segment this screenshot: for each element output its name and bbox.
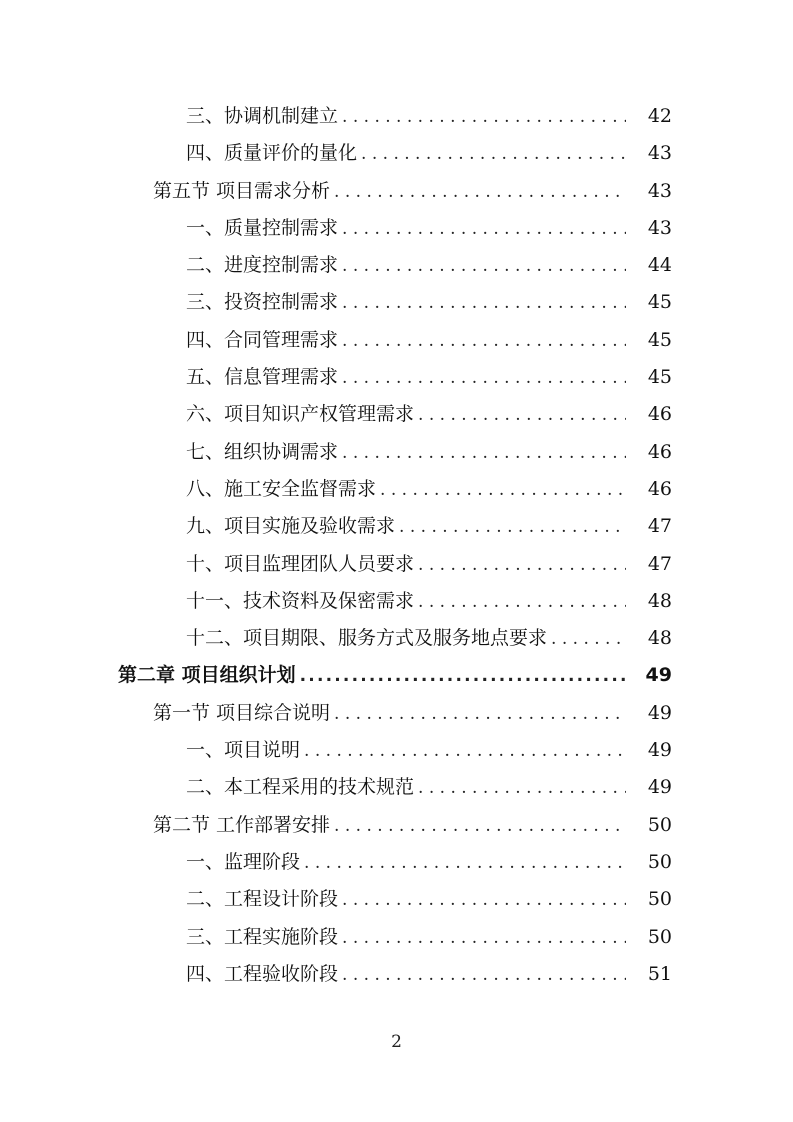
toc-entry-page-number: 46	[647, 440, 672, 463]
toc-subsection-entry[interactable]	[0, 396, 793, 433]
toc-entry-page-number: 47	[647, 552, 672, 575]
toc-entry-page-number: 49	[647, 701, 672, 724]
toc-entry-title: 第五节 项目需求分析	[153, 179, 331, 202]
toc-subsection-entry[interactable]	[0, 284, 793, 321]
toc-chapter-entry[interactable]	[0, 657, 793, 694]
toc-entry-title: 一、质量控制需求	[186, 216, 339, 239]
toc-subsection-entry[interactable]	[0, 508, 793, 545]
toc-entry-page-number: 47	[647, 515, 672, 538]
table-of-contents	[0, 98, 793, 993]
toc-dot-leader	[361, 136, 626, 173]
toc-subsection-entry[interactable]	[0, 620, 793, 657]
toc-entry-title: 第二节 工作部署安排	[153, 813, 331, 836]
toc-entry-page-number: 51	[647, 962, 672, 985]
toc-entry-title: 一、项目说明	[186, 739, 301, 762]
toc-subsection-entry[interactable]	[0, 98, 793, 135]
toc-entry-title: 四、合同管理需求	[186, 328, 339, 351]
toc-subsection-entry[interactable]	[0, 956, 793, 993]
toc-entry-page-number: 49	[645, 664, 672, 687]
toc-subsection-entry[interactable]	[0, 359, 793, 396]
toc-entry-title: 十一、技术资料及保密需求	[186, 589, 415, 612]
toc-dot-leader	[334, 696, 626, 733]
toc-entry-title: 十二、项目期限、服务方式及服务地点要求	[186, 627, 548, 650]
toc-entry-page-number: 43	[647, 216, 672, 239]
toc-subsection-entry[interactable]	[0, 247, 793, 284]
toc-entry-page-number: 45	[647, 328, 672, 351]
toc-dot-leader	[334, 174, 626, 211]
toc-dot-leader	[304, 733, 626, 770]
toc-subsection-entry[interactable]	[0, 546, 793, 583]
toc-dot-leader	[418, 770, 626, 807]
toc-entry-page-number: 45	[647, 366, 672, 389]
toc-entry-title: 十、项目监理团队人员要求	[186, 552, 415, 575]
toc-subsection-entry[interactable]	[0, 434, 793, 471]
toc-entry-title: 三、工程实施阶段	[186, 925, 339, 948]
toc-dot-leader	[342, 323, 626, 360]
toc-entry-page-number: 49	[647, 739, 672, 762]
toc-dot-leader	[418, 397, 626, 434]
toc-subsection-entry[interactable]	[0, 135, 793, 172]
toc-entry-page-number: 46	[647, 477, 672, 500]
toc-subsection-entry[interactable]	[0, 583, 793, 620]
toc-dot-leader	[342, 211, 626, 248]
toc-entry-page-number: 43	[647, 179, 672, 202]
toc-dot-leader	[300, 658, 626, 695]
toc-dot-leader	[418, 547, 626, 584]
toc-dot-leader	[342, 435, 626, 472]
toc-entry-title: 四、工程验收阶段	[186, 962, 339, 985]
toc-section-entry[interactable]	[0, 695, 793, 732]
toc-entry-page-number: 43	[647, 142, 672, 165]
toc-entry-title: 四、质量评价的量化	[186, 142, 358, 165]
toc-entry-title: 七、组织协调需求	[186, 440, 339, 463]
toc-entry-title: 第二章 项目组织计划	[118, 664, 296, 687]
toc-entry-page-number: 49	[647, 776, 672, 799]
toc-dot-leader	[342, 360, 626, 397]
toc-entry-title: 三、投资控制需求	[186, 291, 339, 314]
toc-section-entry[interactable]	[0, 807, 793, 844]
toc-entry-page-number: 46	[647, 403, 672, 426]
toc-entry-title: 九、项目实施及验收需求	[186, 515, 396, 538]
toc-entry-title: 三、协调机制建立	[186, 105, 339, 127]
toc-dot-leader	[342, 920, 626, 957]
toc-dot-leader	[418, 584, 626, 621]
toc-dot-leader	[334, 808, 626, 845]
toc-subsection-entry[interactable]	[0, 881, 793, 918]
toc-entry-title: 一、监理阶段	[186, 850, 301, 873]
toc-dot-leader	[399, 509, 626, 546]
toc-entry-page-number: 42	[647, 105, 672, 127]
toc-entry-page-number: 50	[647, 888, 672, 911]
toc-subsection-entry[interactable]	[0, 769, 793, 806]
page-number: 2	[391, 1032, 402, 1052]
toc-entry-title: 五、信息管理需求	[186, 366, 339, 389]
toc-entry-title: 二、工程设计阶段	[186, 888, 339, 911]
toc-subsection-entry[interactable]	[0, 919, 793, 956]
toc-dot-leader	[342, 882, 626, 919]
toc-entry-page-number: 50	[647, 813, 672, 836]
toc-entry-page-number: 50	[647, 925, 672, 948]
toc-entry-page-number: 45	[647, 291, 672, 314]
toc-subsection-entry[interactable]	[0, 322, 793, 359]
toc-dot-leader	[342, 285, 626, 322]
toc-dot-leader	[380, 472, 626, 509]
toc-entry-page-number: 48	[647, 589, 672, 612]
toc-dot-leader	[342, 99, 626, 136]
toc-subsection-entry[interactable]	[0, 844, 793, 881]
toc-dot-leader	[551, 621, 626, 658]
toc-entry-title: 二、进度控制需求	[186, 254, 339, 277]
toc-entry-page-number: 50	[647, 850, 672, 873]
toc-subsection-entry[interactable]	[0, 471, 793, 508]
toc-entry-title: 二、本工程采用的技术规范	[186, 776, 415, 799]
toc-dot-leader	[304, 845, 626, 882]
toc-subsection-entry[interactable]	[0, 732, 793, 769]
toc-dot-leader	[342, 248, 626, 285]
toc-entry-title: 第一节 项目综合说明	[153, 701, 331, 724]
toc-subsection-entry[interactable]	[0, 210, 793, 247]
toc-entry-title: 六、项目知识产权管理需求	[186, 403, 415, 426]
toc-section-entry[interactable]	[0, 173, 793, 210]
toc-entry-title: 八、施工安全监督需求	[186, 477, 377, 500]
toc-dot-leader	[342, 957, 626, 994]
toc-entry-page-number: 44	[647, 254, 672, 277]
toc-entry-page-number: 48	[647, 627, 672, 650]
